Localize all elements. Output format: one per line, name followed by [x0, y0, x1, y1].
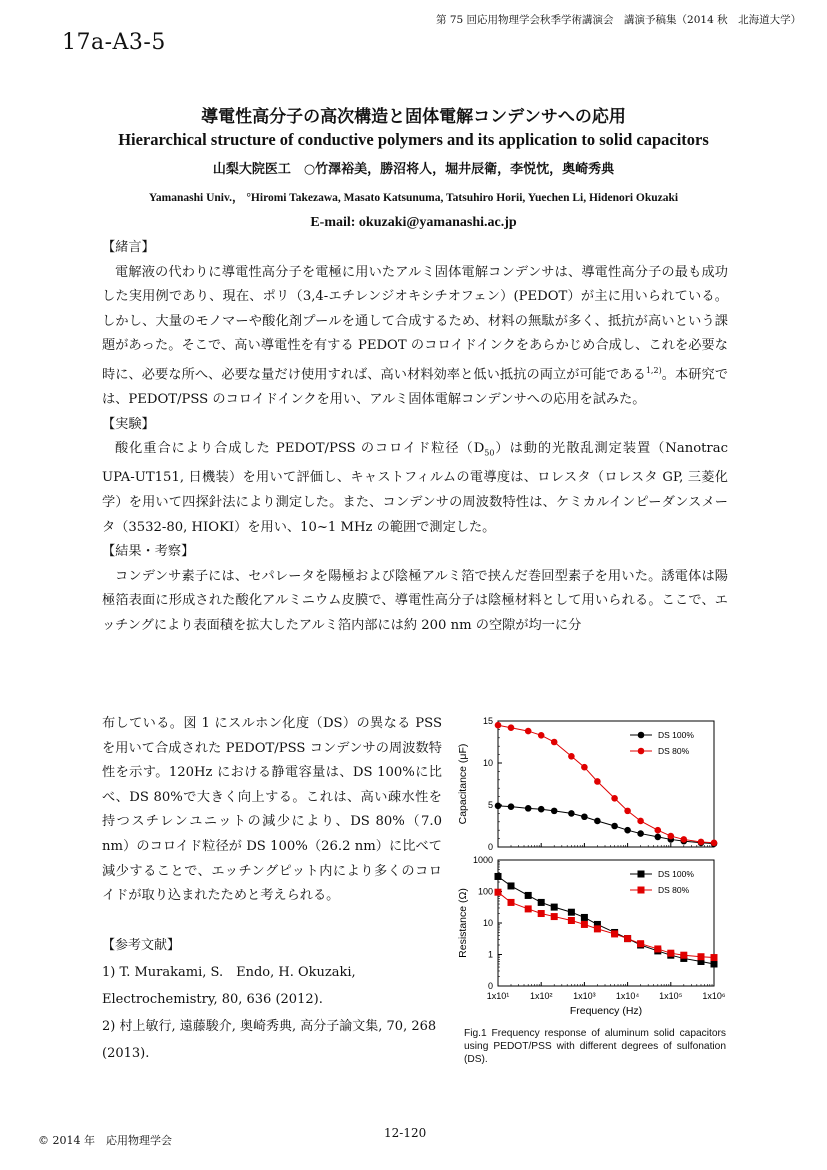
reference-2: 2) 村上敏行, 遠藤駿介, 奥崎秀典, 高分子論文集, 70, 268 (2013). [102, 1019, 437, 1061]
intro-text-1: 電解液の代わりに導電性高分子を電極に用いたアルミ固体電解コンデンサは、導電性高分子の最も成功した実用例であり、現在、ポリ（3,4-エチレンジオキシチオフェン）(PEDOT）が主に用いられている。しかし、大量のモノマーや酸化剤プールを通して合成するため、材料の無駄が多く、抵抗が高いという課題があった。そこで、高い導電性を有する PEDOT のコロイドインクをあらかじめ合成し、これを必要な時に、必要な所へ、必要な量だけ使用すれば、高い材料効率と低い抵抗の両立が可能である [102, 264, 728, 383]
data-point [624, 827, 631, 834]
data-point [637, 830, 644, 837]
data-point [568, 810, 575, 817]
intro-paragraph [102, 261, 728, 413]
series-line [498, 725, 714, 843]
y-tick-label: 10 [482, 918, 493, 928]
x-tick-label: 1x10¹ [486, 991, 510, 1001]
data-point [538, 732, 545, 739]
legend-marker [638, 732, 645, 739]
authors-english: Yamanashi Univ.， °Hiromi Takezawa, Masato Katsunuma, Tatsuhiro Horii, Yuechen Li, Hidenori Okuzaki [148, 192, 679, 204]
legend-marker [638, 887, 645, 894]
y-axis-label: Capacitance (μF) [457, 743, 469, 825]
data-point [654, 945, 661, 952]
y-tick-label: 0 [487, 842, 493, 852]
reference-1: 1) T. Murakami, S. Endo, H. Okuzaki, Electrochemistry, 80, 636 (2012). [102, 965, 356, 1007]
y-tick-label: 5 [487, 800, 493, 810]
legend-label: DS 80% [658, 885, 690, 895]
figure-caption: Fig.1 Frequency response of aluminum solid capacitors using PEDOT/PSS with different degrees of sulfonation (DS). [464, 1028, 726, 1065]
page-number: 12-120 [384, 1126, 427, 1140]
x-tick-label: 1x10⁶ [702, 991, 726, 1001]
data-point [568, 753, 575, 760]
body-wide [102, 236, 728, 639]
references [102, 932, 442, 1067]
series-line [498, 892, 714, 957]
authors-japanese: 山梨大院医工 ○竹澤裕美，勝沼将人，堀井辰衛，李悦忱，奥崎秀典 [212, 162, 615, 177]
legend-marker [638, 871, 645, 878]
y-tick-label: 10 [482, 758, 493, 768]
y-tick-label: 100 [477, 886, 493, 897]
data-point [581, 921, 588, 928]
data-point [637, 818, 644, 825]
data-point [581, 914, 588, 921]
data-point [495, 803, 502, 810]
results-paragraph-narrow: 布している。図 1 にスルホン化度（DS）の異なる PSS を用いて合成された PEDOT/PSS コンデンサの周波数特性を示す。120Hz における静電容量は、DS 100%に比べ、DS 80%で大きく向上する。これは、高い疎水性を持つスチレンユニットの減少により、DS 80%（7.0 nm）のコロイド粒径が DS 100%（26.2 nm）に比べて減少することで、エッチングピット内により多くのコロイドが取り込まれたためと考えられる。 [102, 716, 442, 904]
data-point [637, 940, 644, 947]
data-point [711, 960, 718, 967]
data-point [654, 827, 661, 834]
experiment-heading: 【実験】 [102, 416, 155, 432]
conference-header: 第 75 回応用物理学会秋季学術講演会 講演予稿集（2014 秋 北海道大学） [436, 14, 802, 26]
experiment-text-1: 酸化重合により合成した PEDOT/PSS のコロイド粒径（D [115, 441, 485, 457]
data-point [611, 930, 618, 937]
data-point [624, 935, 631, 942]
data-point [697, 953, 704, 960]
data-point [495, 873, 502, 880]
x-tick-label: 1x10⁴ [615, 991, 640, 1001]
data-point [611, 795, 618, 802]
data-point [568, 917, 575, 924]
legend-label: DS 80% [658, 746, 690, 756]
references-heading: 【参考文献】 [102, 938, 181, 953]
intro-heading: 【緒言】 [102, 240, 155, 255]
data-point [698, 839, 705, 846]
x-tick-label: 1x10² [529, 991, 553, 1001]
data-point [525, 805, 532, 812]
y-tick-label: 1000 [472, 855, 493, 865]
title-english: Hierarchical structure of conductive polymers and its application to solid capacitors [118, 130, 709, 149]
data-point [668, 833, 675, 840]
data-point [495, 722, 502, 729]
data-point [525, 728, 532, 735]
legend-label: DS 100% [658, 869, 694, 879]
data-point [525, 905, 532, 912]
data-point [525, 892, 532, 899]
data-point [581, 764, 588, 771]
x-axis-label: Frequency (Hz) [569, 1005, 643, 1017]
data-point [594, 925, 601, 932]
data-point [551, 913, 558, 920]
resistance-chart [457, 855, 726, 1017]
results-heading: 【結果・考察】 [102, 544, 195, 560]
data-point [538, 910, 545, 917]
data-point [624, 808, 631, 815]
copyright: © 2014 年 応用物理学会 [38, 1134, 172, 1147]
figure-1 [452, 712, 737, 1024]
intro-citation: 1,2) [645, 365, 662, 375]
data-point [538, 806, 545, 813]
results-paragraph-wide: コンデンサ素子には、セパレータを陽極および陰極アルミ箔で挟んだ巻回型素子を用いた。誘電体は陽極箔表面に形成された酸化アルミニウム皮膜で、導電性高分子は陰極材料として用いられる。ここで、エッチングにより表面積を拡大したアルミ箔内部には約 200 nm の空隙が均一に分 [102, 568, 728, 633]
experiment-subscript: 50 [484, 448, 495, 458]
data-point [594, 818, 601, 825]
data-point [581, 813, 588, 820]
intro-text-2: 。本研究では、PEDOT/PSS のコロイドインクを用い、アルミ固体電解コンデンサへの応用を試みた。 [102, 367, 729, 407]
data-point [711, 840, 718, 847]
paper-code: 17a-A3-5 [62, 30, 166, 55]
data-point [551, 904, 558, 911]
x-tick-label: 1x10⁵ [659, 991, 683, 1001]
data-point [594, 778, 601, 785]
legend-marker [638, 748, 645, 755]
y-tick-label: 0 [487, 981, 493, 991]
capacitance-chart [457, 716, 717, 852]
data-point [667, 950, 674, 957]
data-point [508, 803, 515, 810]
data-point [508, 724, 515, 731]
data-point [680, 952, 687, 959]
y-tick-label: 15 [482, 716, 493, 726]
data-point [611, 823, 618, 830]
data-point [654, 834, 661, 841]
y-tick-label: 1 [487, 949, 493, 960]
legend-label: DS 100% [658, 730, 694, 740]
data-point [508, 899, 515, 906]
y-axis-label: Resistance (Ω) [457, 888, 469, 958]
data-point [681, 836, 688, 843]
data-point [508, 882, 515, 889]
experiment-text-2: ）は動的光散乱測定装置（Nanotrac UPA-UT151, 日機装）を用いて評価し、キャストフィルムの電導度は、ロレスタ（ロレスタ GP, 三菱化学）を用いて四探針法により測定した。また、コンデンサの周波数特性は、ケミカルインピーダンスメータ（3532-80, HIOKI）を用い、10~1 MHz の範囲で測定した。 [102, 441, 728, 535]
data-point [551, 808, 558, 815]
x-tick-label: 1x10³ [573, 991, 596, 1001]
data-point [568, 909, 575, 916]
data-point [495, 889, 502, 896]
experiment-paragraph [102, 437, 728, 540]
title-japanese: 導電性高分子の高次構造と固体電解コンデンサへの応用 [201, 107, 626, 127]
data-point [551, 739, 558, 746]
data-point [538, 899, 545, 906]
contact-email: E-mail: okuzaki@yamanashi.ac.jp [310, 215, 517, 230]
data-point [711, 954, 718, 961]
